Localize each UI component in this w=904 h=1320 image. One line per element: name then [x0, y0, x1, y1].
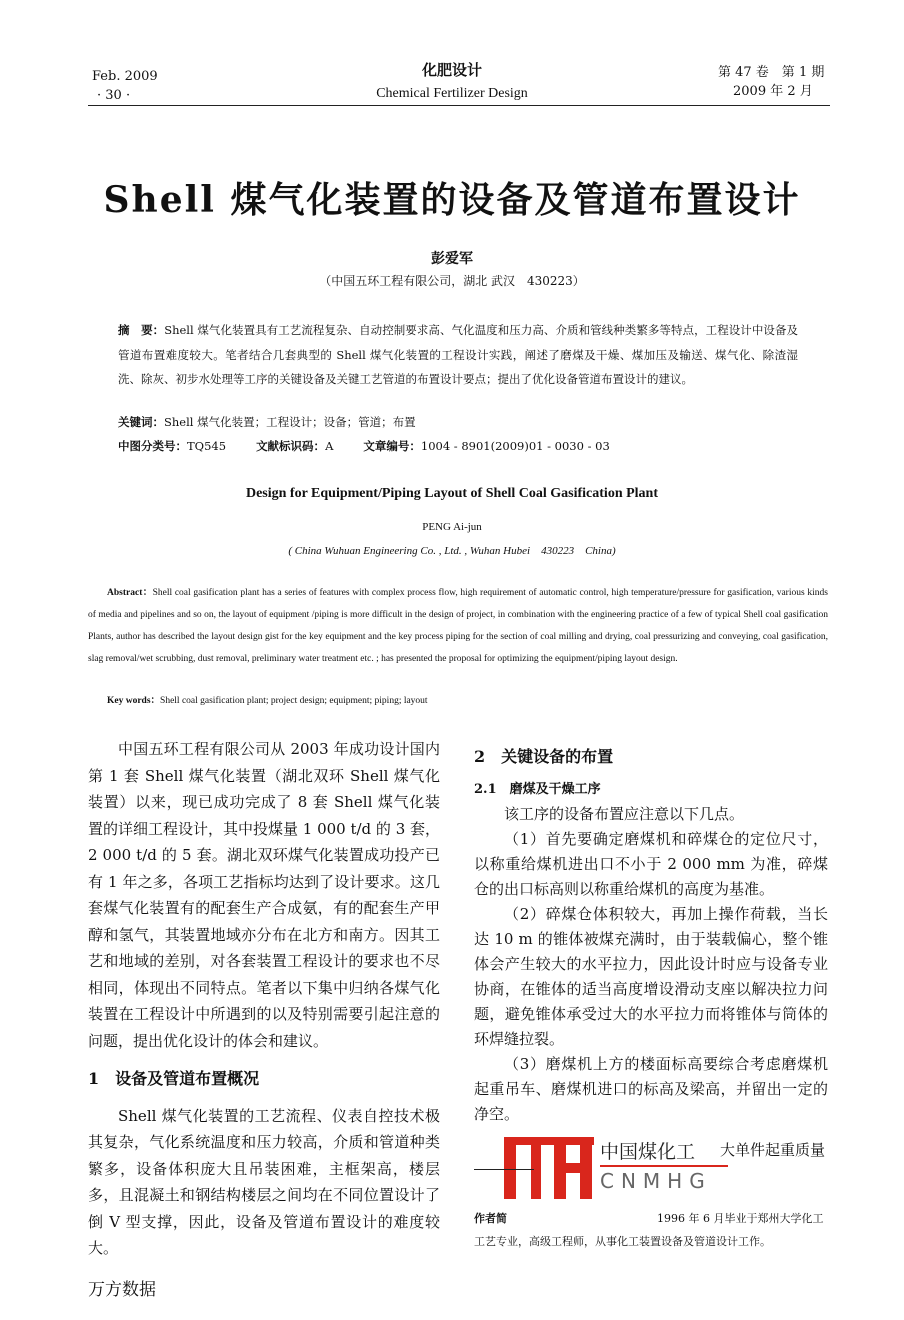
- paragraph-4-fragment: 大单件起重质量: [720, 1141, 826, 1159]
- issue-date-cn: 2009 年 2 月: [733, 84, 813, 99]
- paragraph-2: （2）碎煤仓体积较大，再加上操作荷载，当长达 10 m 的锥体被煤充满时，由于装载偏心，整个锥体会产生较大的水平拉力，因此设计时应与设备专业协商，在锥体的适当高度增设滑动支座以解决拉力问题，避免锥体承受过大的水平拉力而将锥体与筒体的环焊缝拉裂。: [474, 905, 828, 1048]
- section-2-1-heading: 2.1 磨煤及干燥工序: [474, 782, 601, 797]
- page-number: · 30 ·: [97, 88, 131, 103]
- intro-paragraph: 中国五环工程有限公司从 2003 年成功设计国内第 1 套 Shell 煤气化装置（湖北双环 Shell 煤气化装置）以来，现已成功完成了 8 套 Shell 煤气化装置的详细工程设计，其中投煤量 1 000 t/d 的 3 套，2 000 t/d 的 5 套。湖北双环煤气化装置成功投产已有 1 年之多，各项工艺指标均达到了设计要求。这几套煤气化装置有的配套生产合成氨，有的配套生产甲醇和氢气，其装置地域亦分布在北方和南方。因其工艺和地域的差别，对各套装置工程设计的要求也不尽相同，体现出不同特点。笔者以下集中归纳各煤气化装置在工程设计中所遇到的以及特别需要引起注意的问题，提出优化设计的体会和建议。: [88, 740, 441, 1050]
- keywords-en-label: Key words：: [107, 696, 161, 706]
- affiliation: （中国五环工程有限公司，湖北 武汉 430223）: [319, 274, 585, 288]
- author: 彭爱军: [431, 251, 473, 267]
- footnote-rule: [474, 1169, 534, 1170]
- right-column: [474, 744, 828, 1127]
- clc-value: TQ545: [187, 439, 227, 453]
- logo-text-cn: 中国煤化工: [600, 1141, 696, 1163]
- header-rule: [88, 105, 830, 106]
- keywords-cn: [118, 410, 798, 435]
- affiliation-en: ( China Wuhuan Engineering Co. , Ltd. , Wuhan Hubei 430223 China): [288, 545, 616, 557]
- bio-text: 1996 年 6 月毕业于郑州大学化工工艺专业，高级工程师，从事化工装置设备及管道设计工作。: [474, 1212, 824, 1248]
- section-2-1-intro: 该工序的设备布置应注意以下几点。: [504, 805, 745, 823]
- keywords-text: Shell 煤气化装置；工程设计；设备；管道；布置: [164, 415, 416, 429]
- author-bio: [474, 1207, 828, 1253]
- footer-source: 万方数据: [88, 1280, 156, 1300]
- section-2-heading: 2 关键设备的布置: [474, 747, 614, 766]
- logo-rule: [600, 1165, 728, 1167]
- abstract-en: [88, 582, 828, 670]
- paragraph-3: （3）磨煤机上方的楼面标高要综合考虑磨煤机起重吊车、磨煤机进口的标高及梁高，并留出一定的净空。: [474, 1055, 828, 1123]
- classification: [118, 434, 798, 459]
- abstract-cn: [118, 318, 798, 392]
- journal-name-cn: 化肥设计: [421, 61, 482, 79]
- logo-text-en: CNMHG: [600, 1169, 712, 1193]
- abstract-en-label: Abstract：: [107, 588, 153, 598]
- keywords-en: [88, 690, 828, 712]
- section-1-heading: 1 设备及管道布置概况: [88, 1069, 260, 1088]
- abstract-label: 摘 要：: [118, 323, 165, 337]
- keywords-label: 关键词：: [118, 415, 164, 429]
- journal-name-en: Chemical Fertilizer Design: [376, 86, 528, 101]
- clc-label: 中图分类号：: [118, 439, 187, 453]
- issue-date-en: Feb. 2009: [92, 69, 158, 84]
- keywords-en-text: Shell coal gasification plant; project design; equipment; piping; layout: [160, 696, 428, 706]
- abstract-text: Shell 煤气化装置具有工艺流程复杂、自动控制要求高、气化温度和压力高、介质和管线种类繁多等特点，工程设计中设备及管道布置难度较大。笔者结合几套典型的 Shell 煤气化装置的工程设计实践，阐述了磨煤及干燥、煤加压及输送、煤气化、除渣湿洗、除灰、初步水处理等工序的关键设备及关键工艺管道的布置设计要点；提出了优化设备管道布置设计的建议。: [118, 323, 798, 386]
- section-1-paragraph: Shell 煤气化装置的工艺流程、仪表自控技术极其复杂，气化系统温度和压力较高，介质和管道种类繁多，设备体积庞大且吊装困难，主框架高，楼层多，且混凝土和钢结构楼层之间均在不同位置设计了倒 V 型支撑，因此，设备及管道布置设计的难度较大。: [88, 1106, 440, 1257]
- author-en: PENG Ai-jun: [422, 521, 482, 533]
- doc-code-label: 文献标识码：: [256, 439, 326, 453]
- paragraph-1: （1）首先要确定磨煤机和碎煤仓的定位尺寸，以称重给煤机进出口不小于 2 000 mm 为准，碎煤仓的出口标高则以称重给煤机的高度为基准。: [474, 830, 828, 898]
- article-no-value: 1004 - 8901(2009)01 - 0030 - 03: [420, 439, 610, 453]
- article-no-label: 文章编号：: [363, 439, 421, 453]
- paper-title: Shell 煤气化装置的设备及管道布置设计: [103, 179, 801, 221]
- abstract-en-text: Shell coal gasification plant has a series of features with complex process flow, high requirement of automatic control, high temperature/pressure for gasification, various kinds of media and pipelines and so on, the layout of equipment /piping is more difficult in the design of project, in combination with the engineering practice of a few of typical Shell coal gasification Plants, author has described the layout design gist for the key equipment and the key process piping for the section of coal milling and drying, coal pressurizing and conveying, coal gasification, slag removal/wet scrubbing, dust removal, preliminary water treatment etc. ; has presented the proposal for optimizing the equipment/piping layout design.: [88, 588, 828, 664]
- bio-label: 作者简: [474, 1212, 507, 1225]
- left-column: [88, 736, 440, 1262]
- title-en: Design for Equipment/Piping Layout of Shell Coal Gasification Plant: [245, 486, 658, 501]
- doc-code-value: A: [325, 439, 334, 453]
- volume-issue: 第 47 卷 第 1 期: [718, 65, 825, 80]
